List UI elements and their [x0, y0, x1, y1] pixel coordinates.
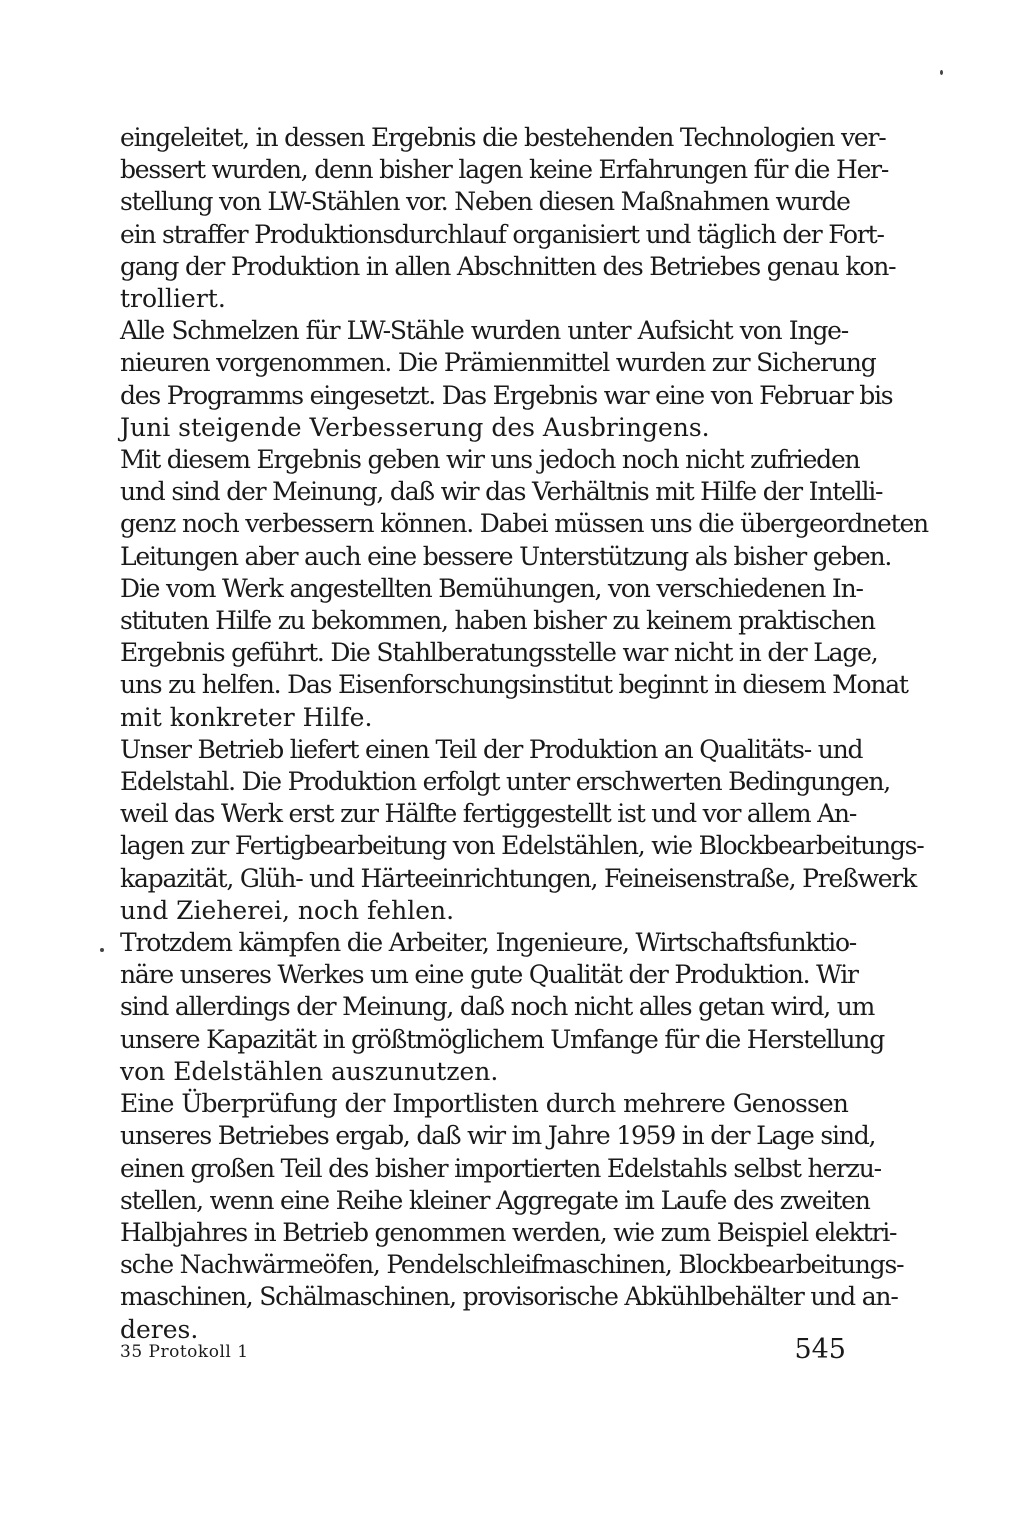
text-line: und Zieherei, noch fehlen.: [120, 895, 455, 925]
paragraph: [120, 315, 893, 444]
text-line: Leitungen aber auch eine bessere Unterstützung als bisher geben.: [120, 541, 892, 571]
paragraph: [120, 573, 908, 734]
text-line: stellen, wenn eine Reihe kleiner Aggregate im Laufe des zweiten: [120, 1185, 870, 1215]
text-line: Trotzdem kämpfen die Arbeiter, Ingenieure, Wirtschaftsfunktio-: [120, 928, 857, 958]
text-line: eingeleitet, in dessen Ergebnis die bestehenden Technologien ver-: [120, 123, 886, 152]
text-line: weil das Werk erst zur Hälfte fertiggestellt ist und vor allem An-: [120, 799, 857, 829]
paragraph: [120, 444, 928, 573]
text-line: lagen zur Fertigbearbeitung von Edelstählen, wie Blockbearbeitungs-: [120, 831, 924, 861]
scan-speck: [940, 70, 943, 75]
body-text: [120, 122, 928, 1346]
text-line: Juni steigende Verbesserung des Ausbringens.: [120, 412, 710, 442]
paragraph: [120, 122, 896, 315]
paragraph: [120, 1088, 904, 1346]
text-line: unsere Kapazität in größtmöglichem Umfange für die Herstellung: [120, 1024, 885, 1054]
text-line: trolliert.: [120, 284, 226, 314]
page-footer: [120, 1332, 848, 1372]
text-line: bessert wurden, denn bisher lagen keine Erfahrungen für die Her-: [120, 155, 889, 185]
text-line: Alle Schmelzen für LW-Stähle wurden unter Aufsicht von Inge-: [120, 316, 848, 346]
text-line: kapazität, Glüh- und Härteeinrichtungen, Feineisenstraße, Preßwerk: [120, 863, 917, 893]
text-line: sind allerdings der Meinung, daß noch nicht alles getan wird, um: [120, 992, 875, 1022]
paragraph: [120, 734, 924, 927]
scan-speck: [100, 948, 104, 952]
text-line: deres.: [120, 1314, 199, 1344]
text-line: Die vom Werk angestellten Bemühungen, von verschiedenen In-: [120, 573, 863, 603]
text-line: Edelstahl. Die Produktion erfolgt unter erschwerten Bedingungen,: [120, 767, 891, 797]
text-line: genz noch verbessern können. Dabei müssen uns die übergeordneten: [120, 509, 928, 539]
text-line: nieuren vorgenommen. Die Prämienmittel wurden zur Sicherung: [120, 348, 876, 378]
text-line: unseres Betriebes ergab, daß wir im Jahre 1959 in der Lage sind,: [120, 1121, 876, 1151]
text-line: sche Nachwärmeöfen, Pendelschleifmaschinen, Blockbearbeitungs-: [120, 1250, 904, 1280]
text-line: uns zu helfen. Das Eisenforschungsinstitut beginnt in diesem Monat: [120, 670, 908, 700]
text-line: stituten Hilfe zu bekommen, haben bisher zu keinem praktischen: [120, 606, 875, 636]
text-line: einen großen Teil des bisher importierten Edelstahls selbst herzu-: [120, 1153, 881, 1183]
page-number: 545: [794, 1334, 846, 1365]
text-line: ein straffer Produktionsdurchlauf organisiert und täglich der Fort-: [120, 219, 884, 249]
text-line: näre unseres Werkes um eine gute Qualität der Produktion. Wir: [120, 960, 858, 990]
text-line: mit konkreter Hilfe.: [120, 702, 373, 732]
text-line: des Programms eingesetzt. Das Ergebnis war eine von Februar bis: [120, 380, 893, 410]
text-line: und sind der Meinung, daß wir das Verhältnis mit Hilfe der Intelli-: [120, 477, 883, 507]
text-line: stellung von LW-Stählen vor. Neben diesen Maßnahmen wurde: [120, 187, 850, 217]
paragraph: [120, 927, 885, 1088]
text-line: von Edelstählen auszunutzen.: [120, 1056, 499, 1086]
text-line: Unser Betrieb liefert einen Teil der Produktion an Qualitäts- und: [120, 734, 863, 764]
text-line: Ergebnis geführt. Die Stahlberatungsstelle war nicht in der Lage,: [120, 638, 878, 668]
text-line: Eine Überprüfung der Importlisten durch mehrere Genossen: [120, 1089, 848, 1119]
text-line: Halbjahres in Betrieb genommen werden, wie zum Beispiel elektri-: [120, 1217, 897, 1247]
text-line: Mit diesem Ergebnis geben wir uns jedoch noch nicht zufrieden: [120, 445, 860, 475]
text-line: maschinen, Schälmaschinen, provisorische Abkühlbehälter und an-: [120, 1282, 898, 1312]
text-line: gang der Produktion in allen Abschnitten des Betriebes genau kon-: [120, 251, 896, 281]
printer-signature: 35 Protokoll 1: [120, 1342, 249, 1362]
